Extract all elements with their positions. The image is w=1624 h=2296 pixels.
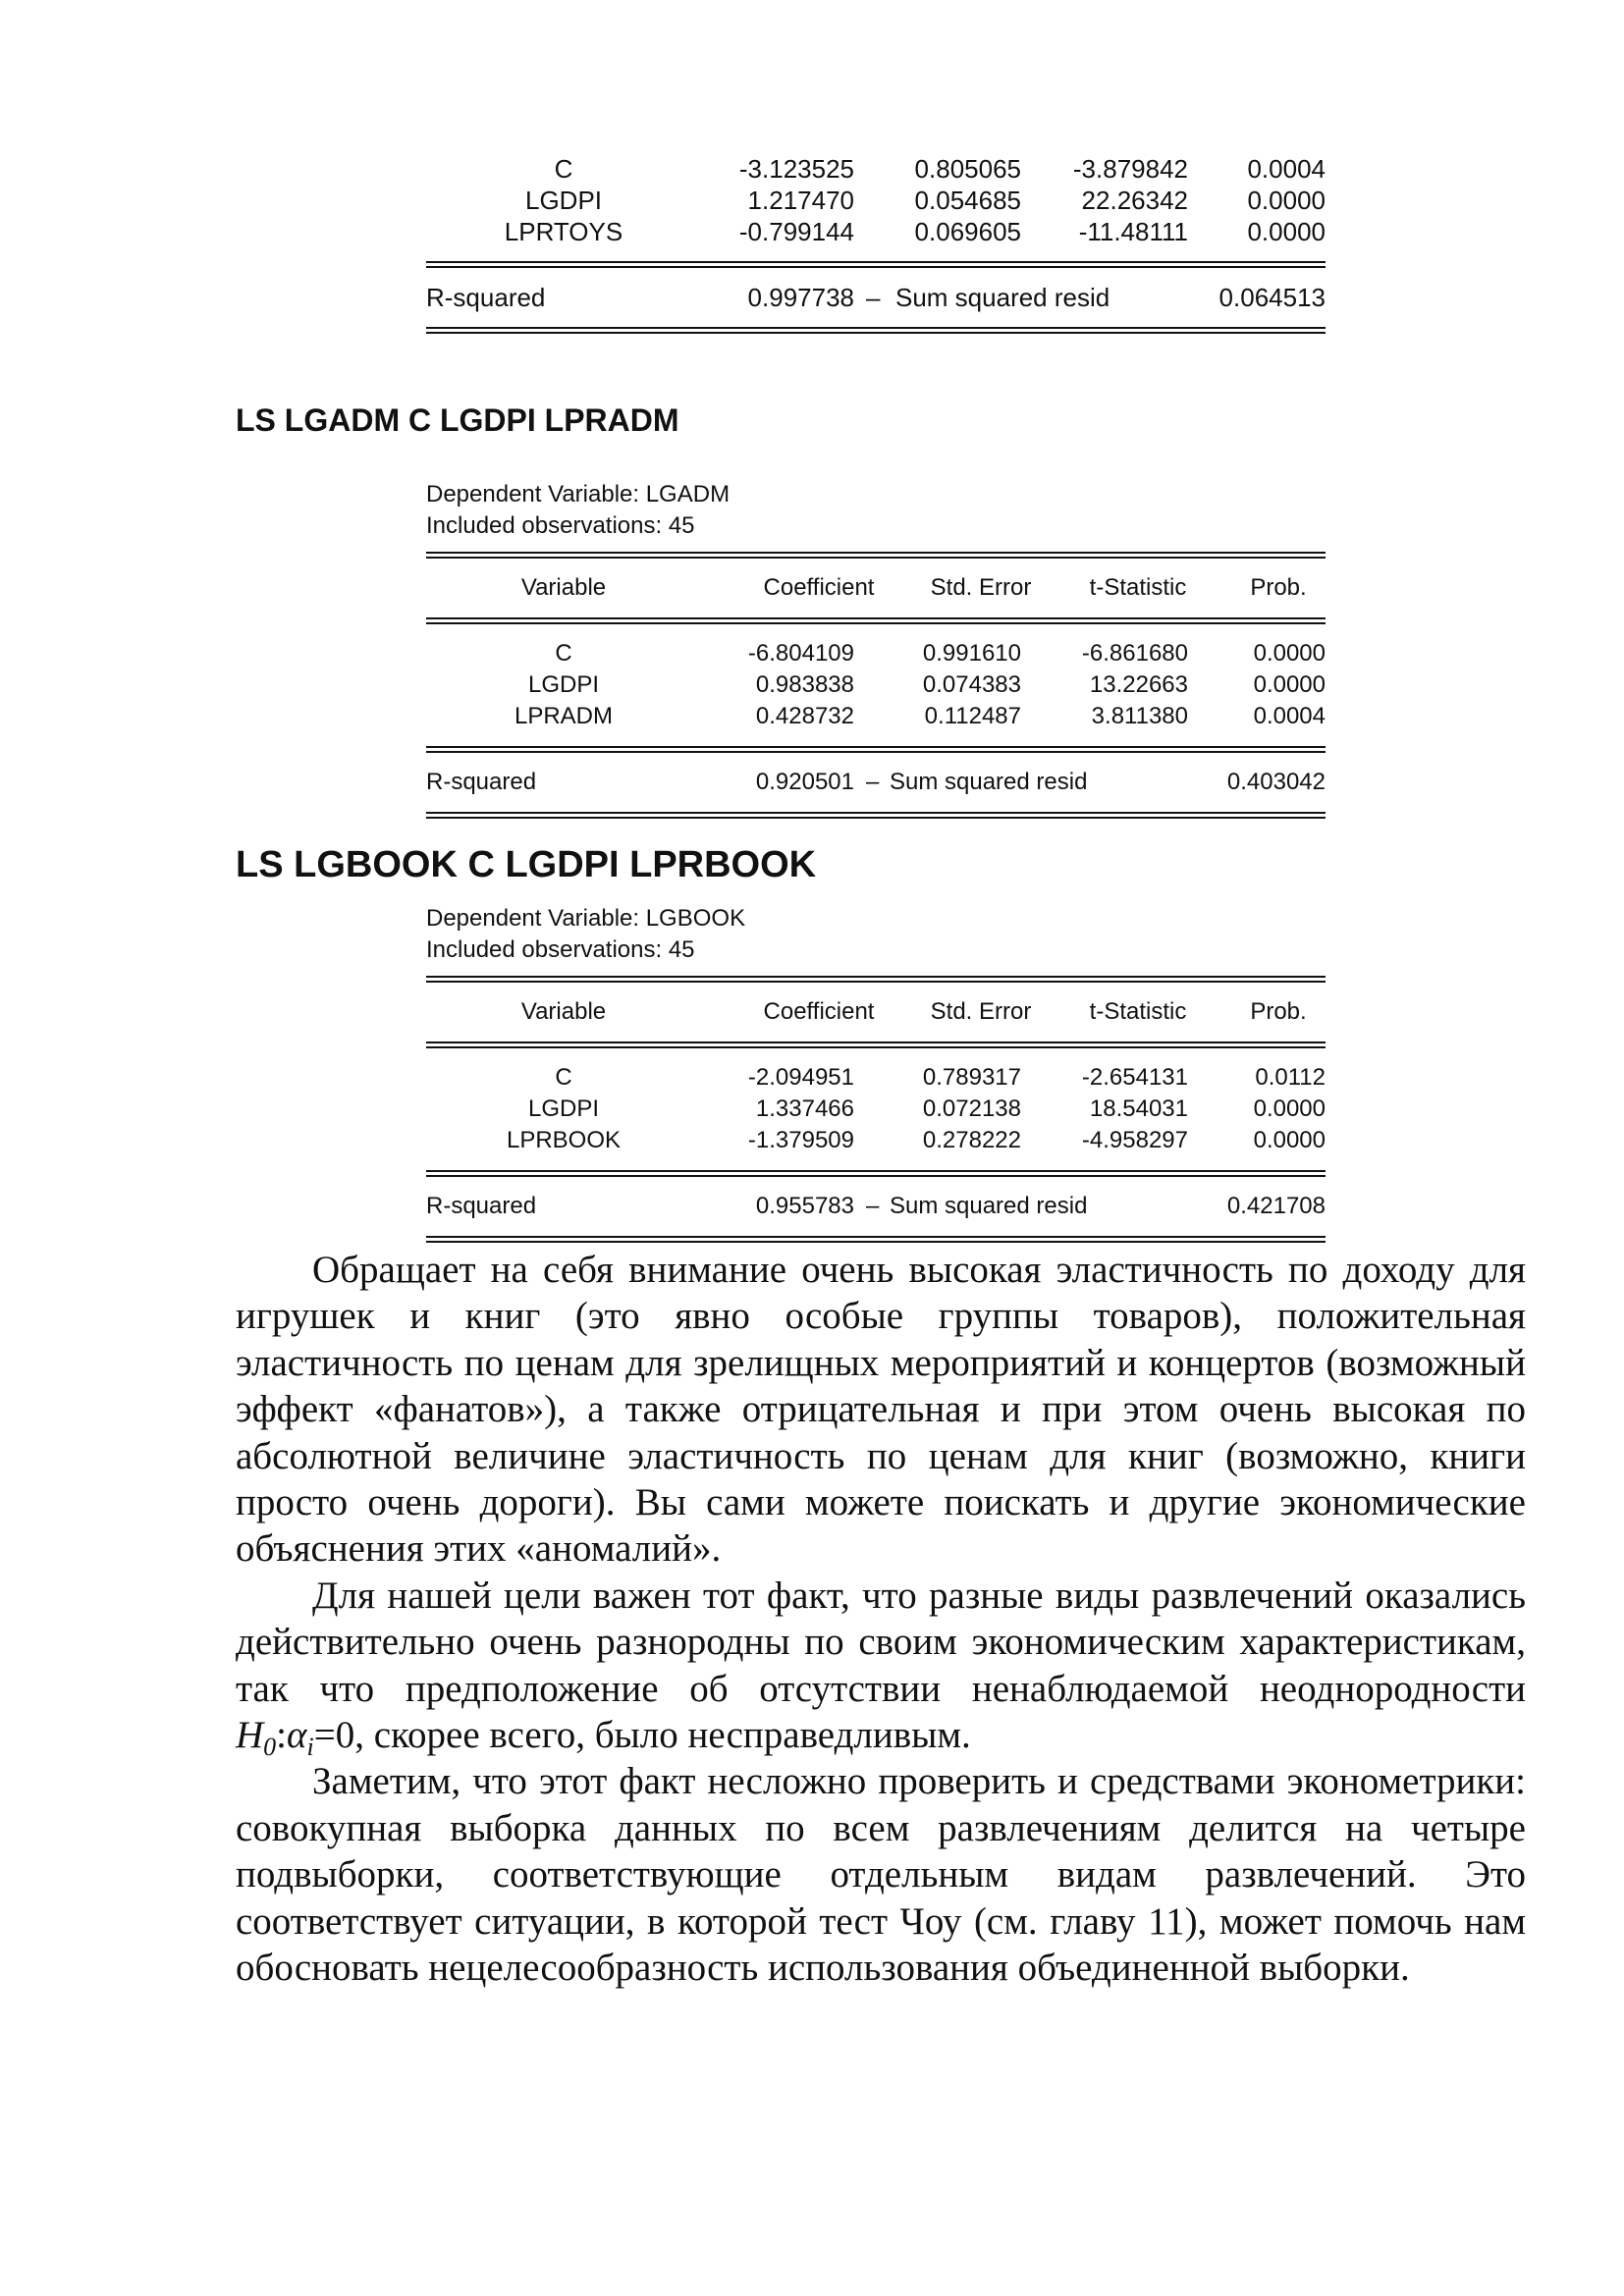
ssr-value: 0.064513 bbox=[1218, 283, 1326, 312]
included-observations: Included observations: 45 bbox=[426, 936, 695, 963]
t-statistic: 3.811380 bbox=[1091, 703, 1188, 729]
table-row bbox=[426, 153, 1326, 185]
regression-table-toys bbox=[426, 153, 1326, 334]
probability: 0.0004 bbox=[1253, 703, 1326, 729]
probability: 0.0000 bbox=[1247, 186, 1326, 215]
regression-table-books bbox=[426, 903, 1326, 1243]
ssr-label: Sum squared resid bbox=[895, 283, 1110, 312]
command-heading: LS LGADM C LGDPI LPRADM bbox=[236, 402, 679, 438]
table-row bbox=[426, 638, 1326, 669]
coefficient: -3.123525 bbox=[738, 154, 854, 184]
header-variable: Variable bbox=[520, 574, 607, 601]
variable-name: C bbox=[555, 1064, 572, 1091]
r-squared-value: 0.997738 bbox=[747, 283, 854, 312]
table-row bbox=[426, 185, 1326, 216]
formula-h: H bbox=[236, 1714, 264, 1757]
dependent-variable: Dependent Variable: LGBOOK bbox=[426, 905, 746, 932]
variable-name: C bbox=[554, 154, 573, 184]
t-statistic: -3.879842 bbox=[1072, 154, 1188, 184]
table-divider bbox=[426, 1236, 1326, 1243]
header-std-error: Std. Error bbox=[930, 998, 1032, 1025]
probability: 0.0000 bbox=[1253, 671, 1326, 698]
ssr-label: Sum squared resid bbox=[890, 1193, 1088, 1219]
paragraph-elasticity: Обращает на себя внимание очень высокая эластичность по доходу для игрушек и книг (это явно особые группы товаров), положительная эластичность по ценам для зрелищных мероприятий и концертов (возможный эффект «фанатов»), а также отрицательная и при этом очень высокая по абсолютной величине эластичность по ценам для книг (возможно, книги просто очень дороги). Вы сами можете поискать и другие экономические объяснения этих «аномалий». bbox=[236, 1249, 1526, 1571]
std-error: 0.278222 bbox=[922, 1127, 1021, 1153]
table-row bbox=[426, 669, 1326, 701]
header-coefficient: Coefficient bbox=[763, 574, 875, 601]
variable-name: LGDPI bbox=[524, 186, 603, 215]
table-divider bbox=[426, 261, 1326, 268]
t-statistic: 13.22663 bbox=[1089, 671, 1188, 698]
table-row bbox=[426, 1094, 1326, 1125]
r-squared-row bbox=[426, 1191, 1326, 1222]
std-error: 0.789317 bbox=[922, 1064, 1021, 1091]
table-divider bbox=[426, 1041, 1326, 1048]
table-row bbox=[426, 701, 1326, 732]
probability: 0.0000 bbox=[1253, 1095, 1326, 1122]
std-error: 0.074383 bbox=[922, 671, 1021, 698]
std-error: 0.069605 bbox=[914, 217, 1021, 246]
probability: 0.0000 bbox=[1247, 217, 1326, 246]
ssr-value: 0.421708 bbox=[1226, 1193, 1326, 1219]
probability: 0.0000 bbox=[1253, 1127, 1326, 1153]
variable-name: LGDPI bbox=[527, 1095, 600, 1122]
coefficient: -6.804109 bbox=[747, 640, 854, 667]
table-divider bbox=[426, 552, 1326, 559]
table-header bbox=[426, 996, 1326, 1028]
command-heading: LS LGBOOK C LGDPI LPRBOOK bbox=[236, 844, 817, 885]
table-divider bbox=[426, 746, 1326, 753]
probability: 0.0004 bbox=[1247, 154, 1326, 184]
std-error: 0.072138 bbox=[922, 1095, 1021, 1122]
probability: 0.0000 bbox=[1253, 640, 1326, 667]
r-squared-row bbox=[426, 282, 1326, 313]
t-statistic: 18.54031 bbox=[1089, 1095, 1188, 1122]
formula-colon: : bbox=[276, 1714, 288, 1757]
t-statistic: 22.26342 bbox=[1081, 186, 1188, 215]
table-divider bbox=[426, 976, 1326, 983]
paragraph-heterogeneity bbox=[236, 1573, 1526, 1762]
r-squared-value: 0.955783 bbox=[755, 1193, 854, 1219]
paragraph-chow-test: Заметим, что этот факт несложно проверить и средствами эконометрики: совокупная выборка данных по всем развлечениям делится на четыре подвыборки, соответствующие отдельным видам развлечений. Это соответствует ситуации, в которой тест Чоу (см. главу 11), может помочь нам обосновать нецелесообразность использования объединенной выборки. bbox=[236, 1760, 1526, 1990]
t-statistic: -4.958297 bbox=[1081, 1127, 1188, 1153]
coefficient: -1.379509 bbox=[747, 1127, 854, 1153]
formula-alpha-sub: i bbox=[306, 1733, 314, 1762]
r-squared-label: R-squared bbox=[426, 283, 546, 312]
coefficient: -2.094951 bbox=[747, 1064, 854, 1091]
table-row bbox=[426, 1062, 1326, 1094]
header-t-statistic: t-Statistic bbox=[1089, 998, 1187, 1025]
table-divider bbox=[426, 327, 1326, 334]
t-statistic: -11.48111 bbox=[1078, 217, 1188, 246]
paragraph-text: , скорее всего, было несправедливым. bbox=[354, 1714, 971, 1757]
formula-h-sub: 0 bbox=[263, 1733, 277, 1762]
header-t-statistic: t-Statistic bbox=[1089, 574, 1187, 601]
variable-name: LPRADM bbox=[514, 703, 614, 729]
dependent-variable: Dependent Variable: LGADM bbox=[426, 481, 731, 507]
formula-alpha: α bbox=[287, 1714, 307, 1757]
table-header bbox=[426, 572, 1326, 604]
r-squared-label: R-squared bbox=[426, 769, 537, 795]
table-divider bbox=[426, 812, 1326, 819]
std-error: 0.054685 bbox=[914, 186, 1021, 215]
table-divider bbox=[426, 1170, 1326, 1177]
included-observations: Included observations: 45 bbox=[426, 512, 695, 539]
table-divider bbox=[426, 617, 1326, 624]
header-coefficient: Coefficient bbox=[763, 998, 875, 1025]
t-statistic: -6.861680 bbox=[1081, 640, 1188, 667]
table-row bbox=[426, 216, 1326, 247]
std-error: 0.991610 bbox=[922, 640, 1021, 667]
hypothesis-formula bbox=[236, 1714, 355, 1762]
coefficient: 1.217470 bbox=[747, 186, 854, 215]
ssr-label: Sum squared resid bbox=[890, 769, 1088, 795]
variable-name: LPRBOOK bbox=[506, 1127, 622, 1153]
regression-table-admissions bbox=[426, 479, 1326, 819]
header-prob: Prob. bbox=[1250, 574, 1307, 601]
r-squared-label: R-squared bbox=[426, 1193, 537, 1219]
coefficient: 0.983838 bbox=[755, 671, 854, 698]
formula-rest: =0 bbox=[313, 1714, 355, 1757]
dash: – bbox=[866, 769, 880, 795]
coefficient: -0.799144 bbox=[738, 217, 854, 246]
dash: – bbox=[866, 1193, 880, 1219]
header-prob: Prob. bbox=[1250, 998, 1307, 1025]
probability: 0.0112 bbox=[1255, 1064, 1326, 1091]
ssr-value: 0.403042 bbox=[1226, 769, 1326, 795]
std-error: 0.112487 bbox=[924, 703, 1021, 729]
r-squared-row bbox=[426, 767, 1326, 798]
variable-name: LPRTOYS bbox=[504, 217, 623, 246]
coefficient: 1.337466 bbox=[755, 1095, 854, 1122]
header-std-error: Std. Error bbox=[930, 574, 1032, 601]
header-variable: Variable bbox=[520, 998, 607, 1025]
r-squared-value: 0.920501 bbox=[755, 769, 854, 795]
body-text bbox=[236, 1247, 1526, 1992]
variable-name: LGDPI bbox=[527, 671, 600, 698]
std-error: 0.805065 bbox=[914, 154, 1021, 184]
variable-name: C bbox=[555, 640, 572, 667]
coefficient: 0.428732 bbox=[755, 703, 854, 729]
table-row bbox=[426, 1125, 1326, 1156]
dash: – bbox=[866, 283, 881, 312]
t-statistic: -2.654131 bbox=[1081, 1064, 1188, 1091]
paragraph-text: Для нашей цели важен тот факт, что разные виды развлечений оказались действительно очень разнородны по своим экономическим характеристикам, так что предположение об отсутствии ненаблюдаемой неоднородности bbox=[236, 1574, 1526, 1710]
